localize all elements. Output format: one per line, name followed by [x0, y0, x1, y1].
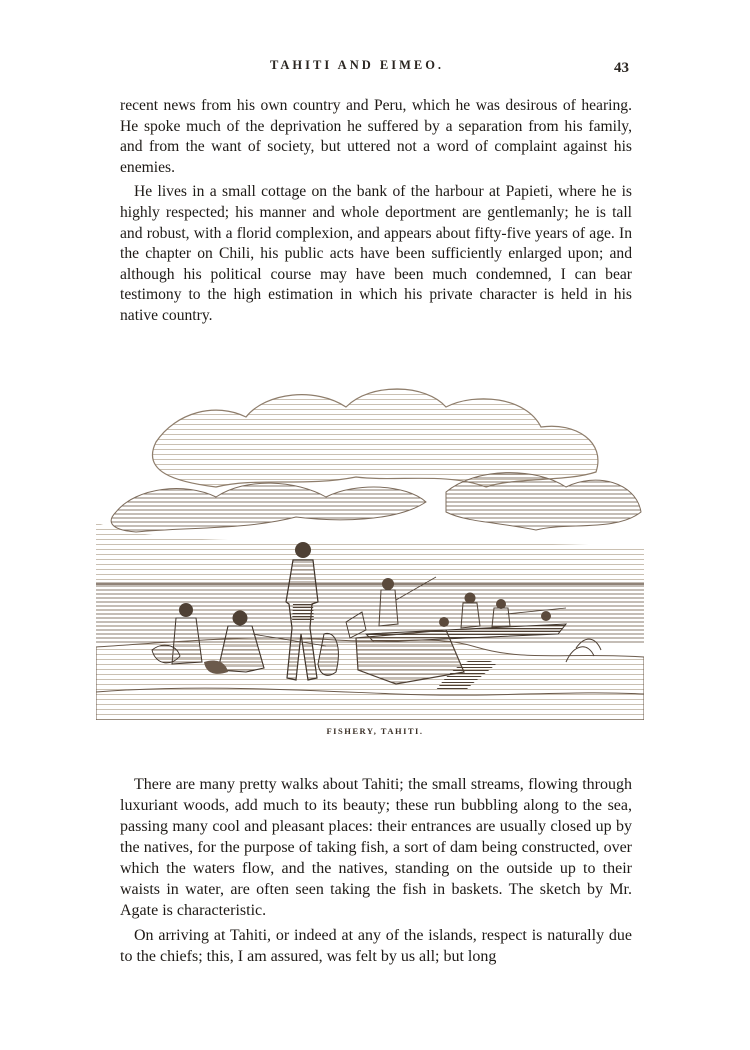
sky-clouds — [96, 389, 644, 582]
top-text-block — [120, 96, 632, 331]
page-number: 43 — [614, 60, 629, 76]
paragraph: There are many pretty walks about Tahiti; the small streams, flowing through luxuriant woods, add much to its beauty; these run bubbling along to the sea, passing many cool and pleasant places: their entrances are usually closed up by the natives, for the purpose of taking fish, a sort of dam being constructed, over which the waters flow, and the natives, standing on the outside up to their waists in water, are often seen taking the fish in baskets. The sketch by Mr. Agate is characteristic. — [120, 776, 632, 919]
running-head: TAHITI AND EIMEO. — [270, 58, 445, 72]
fishery-engraving — [96, 372, 644, 720]
bottom-text-block — [120, 774, 632, 971]
paragraph-continued: recent news from his own country and Peru, which he was desirous of hearing. He spoke much of the deprivation he suffered by a separation from his family, and from the want of society, but uttered not a word of complaint against his enemies. — [120, 97, 632, 176]
figure-caption: FISHERY, TAHITI. — [326, 726, 424, 736]
paragraph: He lives in a small cottage on the bank of the harbour at Papieti, where he is highly respected; his manner and whole deportment are gentlemanly; he is tall and robust, with a florid complexion, and appears about fifty-five years of age. In the chapter on Chili, his public acts have been sufficiently enlarged upon; and although his political course may have been much condemned, I can bear testimony to the high estimation in which his private character is held in his native country. — [120, 183, 632, 324]
paragraph: On arriving at Tahiti, or indeed at any of the islands, respect is naturally due to the chiefs; this, I am assured, was felt by us all; but long — [120, 927, 632, 965]
